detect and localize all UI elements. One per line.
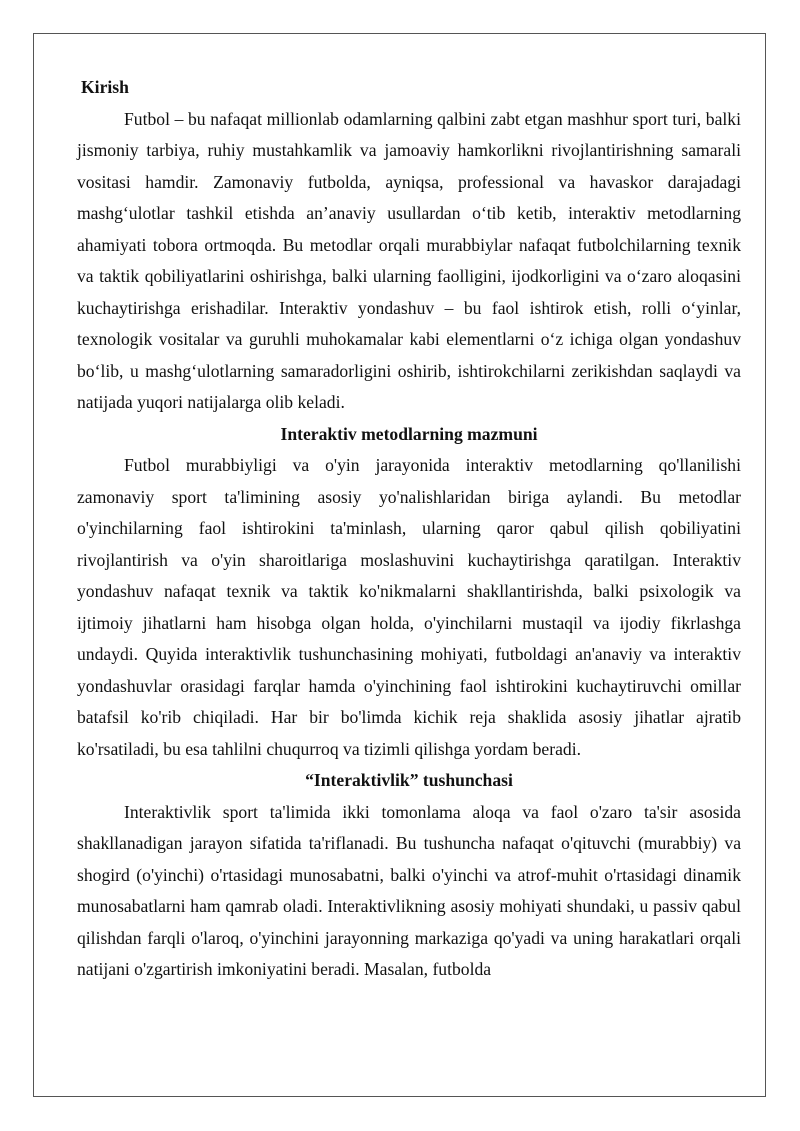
heading-intro: Kirish (81, 77, 129, 97)
document-body (77, 72, 741, 986)
heading-concept: “Interaktivlik” tushunchasi (305, 770, 513, 790)
paragraph-methods: Futbol murabbiyligi va o'yin jarayonida interaktiv metodlarning qo'llanilishi zamonaviy sport ta'limining asosiy yo'nalishlaridan biriga aylandi. Bu metodlar o'yinchilarning faol ishtirokini ta'minlash, ularning qaror qabul qilish qobiliyatini rivojlantirish va o'yin sharoitlariga moslashuvini kuchaytirishga qaratilgan. Interaktiv yondashuv nafaqat texnik va taktik ko'nikmalarni shakllantirishda, balki psixologik va ijtimoiy jihatlarni ham hisobga olgan holda, o'yinchilarni mustaqil va ijodiy fikrlashga undaydi. Quyida interaktivlik tushunchasining mohiyati, futboldagi an'anaviy va interaktiv yondashuvlar orasidagi farqlar hamda o'yinchining faol ishtirokini kuchaytiruvchi omillar batafsil ko'rib chiqiladi. Har bir bo'limda kichik reja shaklida asosiy jihatlar ajratib ko'rsatiladi, bu esa tahlilni chuqurroq va tizimli qilishga yordam beradi. (77, 455, 741, 759)
heading-methods: Interaktiv metodlarning mazmuni (280, 423, 538, 444)
paragraph-intro: Futbol – bu nafaqat millionlab odamlarning qalbini zabt etgan mashhur sport turi, balki jismoniy tarbiya, ruhiy mustahkamlik va jamoaviy hamkorlikni rivojlantirishning samarali vositasi hamdir. Zamonaviy futbolda, ayniqsa, professional va havaskor darajadagi mashg‘ulotlar tashkil etishda an’anaviy usullardan o‘tib ketib, interaktiv metodlarning ahamiyati tobora ortmoqda. Bu metodlar orqali murabbiylar nafaqat futbolchilarning texnik va taktik qobiliyatlarini oshirishga, balki ularning faolligini, ijodkorligini va o‘zaro aloqasini kuchaytirishga erishadilar. Interaktiv yondashuv – bu faol ishtirok etish, rolli o‘yinlar, texnologik vositalar va guruhli muhokamalar kabi elementlarni o‘z ichiga olgan yondashuv bo‘lib, u mashg‘ulotlarning samaradorligini oshirib, ishtirokchilarni zerikishdan saqlaydi va natijada yuqori natijalarga olib keladi. (77, 108, 741, 412)
paragraph-concept: Interaktivlik sport ta'limida ikki tomonlama aloqa va faol o'zaro ta'sir asosida shakllanadigan jarayon sifatida ta'riflanadi. Bu tushuncha nafaqat o'qituvchi (murabbiy) va shogird (o'yinchi) o'rtasidagi munosabatni, balki o'yinchi va atrof-muhit o'rtasidagi dinamik munosabatlarni ham qamrab oladi. Interaktivlikning asosiy mohiyati shundaki, u passiv qabul qilishdan farqli o'laroq, o'yinchini jarayonning markaziga qo'yadi va uning harakatlari orqali natijani o'zgartirish imkoniyatini beradi. Masalan, futbolda (77, 801, 741, 979)
